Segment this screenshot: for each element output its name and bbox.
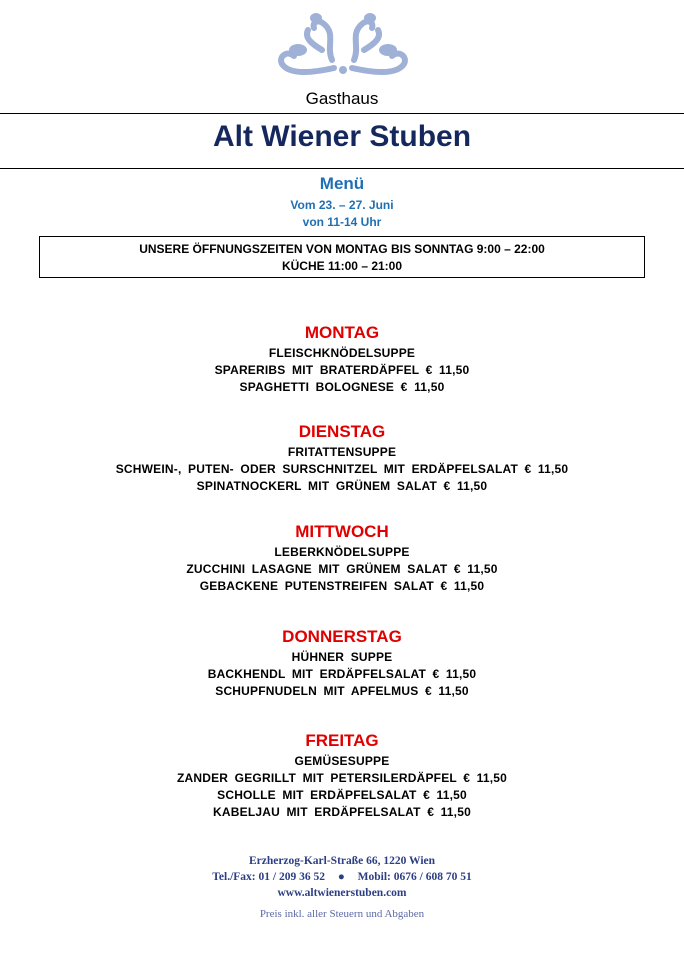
menu-dates: Vom 23. – 27. Juni bbox=[290, 198, 394, 212]
header-subtitle: Gasthaus bbox=[305, 89, 379, 108]
menu-title: Menü bbox=[319, 174, 365, 193]
kitchen-hours-line: KÜCHE 11:00 – 21:00 bbox=[281, 259, 403, 273]
opening-hours-box bbox=[39, 236, 645, 278]
dish-item: LEBERKNÖDELSUPPE bbox=[274, 545, 410, 559]
dish-item: SPINATNOCKERL MIT GRÜNEM SALAT € 11,50 bbox=[196, 479, 488, 493]
day-section-montag bbox=[0, 322, 684, 396]
dish-item: SPARERIBS MIT BRATERDÄPFEL € 11,50 bbox=[214, 363, 470, 377]
day-heading: DIENSTAG bbox=[298, 422, 386, 441]
day-section-dienstag bbox=[0, 421, 684, 495]
ornament-logo bbox=[276, 10, 410, 82]
day-section-donnerstag bbox=[0, 626, 684, 700]
dish-item: KABELJAU MIT ERDÄPFELSALAT € 11,50 bbox=[213, 805, 471, 819]
day-heading: MITTWOCH bbox=[295, 522, 389, 541]
dish-item: FRITATTENSUPPE bbox=[287, 445, 397, 459]
footer-contact bbox=[0, 869, 684, 885]
dish-item: GEBACKENE PUTENSTREIFEN SALAT € 11,50 bbox=[199, 579, 485, 593]
dish-item: GEMÜSESUPPE bbox=[294, 754, 390, 768]
day-heading: MONTAG bbox=[304, 323, 380, 342]
opening-hours-line: UNSERE ÖFFNUNGSZEITEN VON MONTAG BIS SONNTAG 9:00 – 22:00 bbox=[139, 242, 545, 256]
day-section-mittwoch bbox=[0, 521, 684, 595]
divider-bottom bbox=[0, 168, 684, 169]
dish-item: FLEISCHKNÖDELSUPPE bbox=[268, 346, 416, 360]
day-heading: FREITAG bbox=[305, 731, 379, 750]
dish-item: SCHOLLE MIT ERDÄPFELSALAT € 11,50 bbox=[217, 788, 467, 802]
dish-item: ZUCCHINI LASAGNE MIT GRÜNEM SALAT € 11,50 bbox=[186, 562, 498, 576]
day-heading: DONNERSTAG bbox=[282, 627, 402, 646]
dish-item: SCHUPFNUDELN MIT APFELMUS € 11,50 bbox=[215, 684, 469, 698]
restaurant-title: Alt Wiener Stuben bbox=[212, 120, 472, 153]
footer-address: Erzherzog-Karl-Straße 66, 1220 Wien bbox=[248, 855, 436, 867]
dish-item: SCHWEIN-, PUTEN- ODER SURSCHNITZEL MIT ERDÄPFELSALAT € 11,50 bbox=[115, 462, 569, 476]
footer-price-note: Preis inkl. aller Steuern und Abgaben bbox=[259, 908, 425, 920]
footer-phone: Tel./Fax: 01 / 209 36 52 bbox=[212, 871, 325, 883]
dish-item: SPAGHETTI BOLOGNESE € 11,50 bbox=[239, 380, 445, 394]
menu-times: von 11-14 Uhr bbox=[302, 215, 382, 229]
divider-top bbox=[0, 113, 684, 114]
dish-item: HÜHNER SUPPE bbox=[291, 650, 393, 664]
dish-item: BACKHENDL MIT ERDÄPFELSALAT € 11,50 bbox=[207, 667, 477, 681]
day-section-freitag bbox=[0, 730, 684, 821]
dish-item: ZANDER GEGRILLT MIT PETERSILERDÄPFEL € 11,50 bbox=[176, 771, 508, 785]
footer-website[interactable]: www.altwienerstuben.com bbox=[277, 887, 407, 899]
bullet-icon: ● bbox=[337, 871, 345, 883]
footer-mobile: Mobil: 0676 / 608 70 51 bbox=[357, 871, 472, 883]
